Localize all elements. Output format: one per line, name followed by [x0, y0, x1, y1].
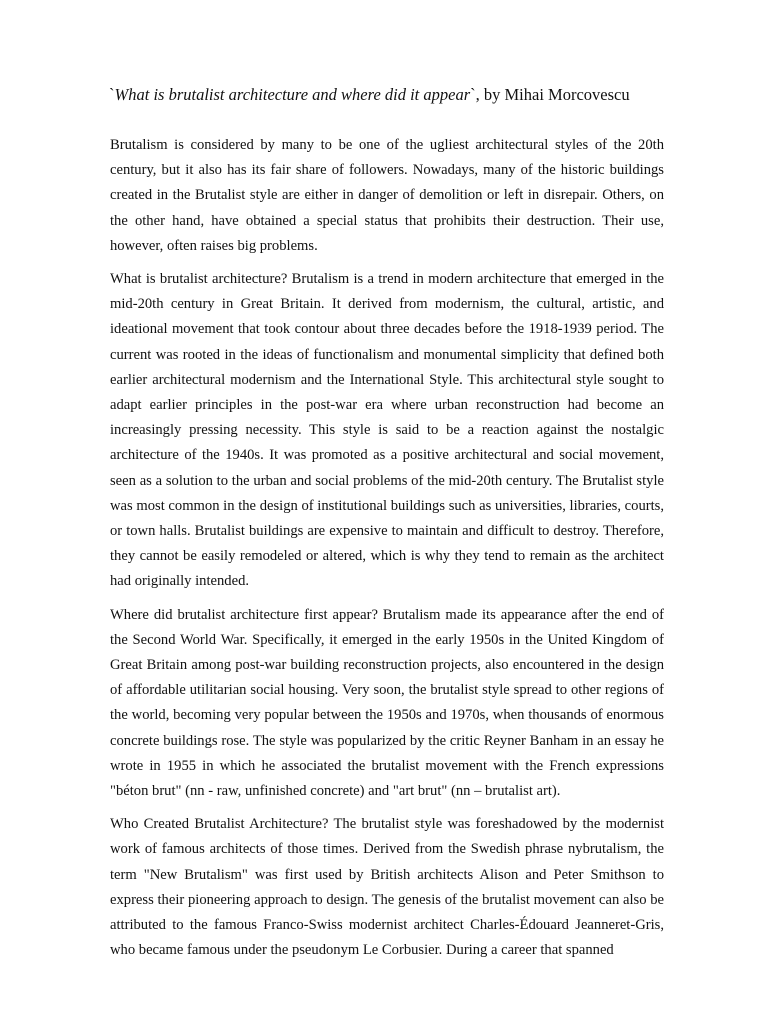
title-byline: , by Mihai Morcovescu: [475, 85, 630, 104]
title-open-quote: `: [109, 85, 115, 104]
paragraph-intro: Brutalism is considered by many to be one of the ugliest architectural styles of the 20th century, but it also has its fair share of followers. Nowadays, many of the historic buildings created in the Brutalist style are either in danger of demolition or left in disrepair. Others, on the other hand, have obtained a special status that prohibits their destruction. Their use, however, often raises big problems.: [110, 137, 664, 254]
document-title: [109, 84, 689, 106]
paragraph-what-is: What is brutalist architecture? Brutalism is a trend in modern architecture that emerged in the mid-20th century in Great Britain. It derived from modernism, the cultural, artistic, and ideational movement that took contour about three decades before the 1918-1939 period. The current was rooted in the ideas of functionalism and monumental simplicity that defined both earlier architectural modernism and the International Style. This architectural style sought to adapt earlier principles in the post-war era where urban reconstruction had become an increasingly pressing necessity. This style is said to be a reaction against the nostalgic architecture of the 1940s. It was promoted as a positive architectural and social movement, seen as a solution to the urban and social problems of the mid-20th century. The Brutalist style was most common in the design of institutional buildings such as universities, libraries, courts, or town halls. Brutalist buildings are expensive to maintain and difficult to destroy. Therefore, they cannot be easily remodeled or altered, which is why they tend to remain as the architect had originally intended.: [110, 271, 664, 590]
paragraph-where-appear: Where did brutalist architecture first appear? Brutalism made its appearance after the end of the Second World War. Specifically, it emerged in the early 1950s in the United Kingdom of Great Britain among post-war building reconstruction projects, also encountered in the design of affordable utilitarian social housing. Very soon, the brutalist style spread to other regions of the world, becoming very popular between the 1950s and 1970s, when thousands of enormous concrete buildings rose. The style was popularized by the critic Reyner Banham in an essay he wrote in 1955 in which he associated the brutalist movement with the French expressions "béton brut" (nn - raw, unfinished concrete) and "art brut" (nn – brutalist art).: [110, 606, 664, 800]
title-close-quote: `: [470, 85, 476, 104]
title-italic-text: What is brutalist architecture and where did it appear: [114, 85, 471, 104]
paragraph-who-created: Who Created Brutalist Architecture? The brutalist style was foreshadowed by the modernist work of famous architects of those times. Derived from the Swedish phrase nybrutalism, the term "New Brutalism" was first used by British architects Alison and Peter Smithson to express their pioneering approach to design. The genesis of the brutalist movement can also be attributed to the famous Franco-Swiss modernist architect Charles-Édouard Jeanneret-Gris, who became famous under the pseudonym Le Corbusier. During a career that spanned: [110, 816, 664, 959]
document-body: [110, 133, 664, 972]
